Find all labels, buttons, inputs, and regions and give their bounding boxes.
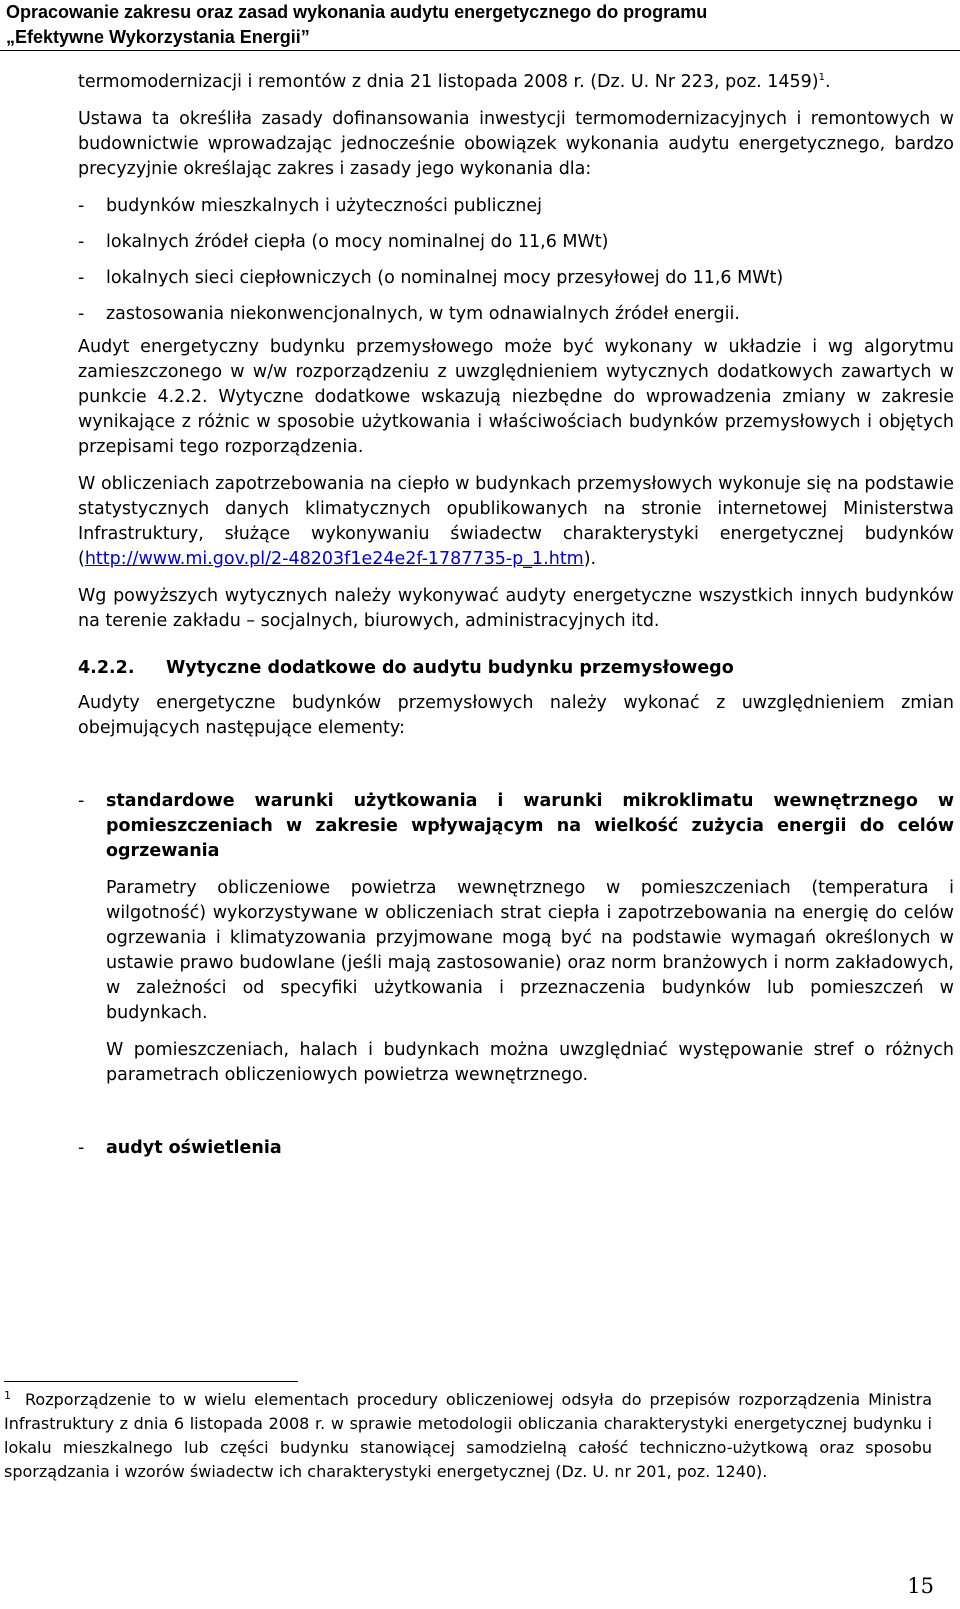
list-item: - lokalnych sieci ciepłowniczych (o nominalnej mocy przesyłowej do 11,6 MWt): [78, 266, 954, 291]
paragraph-climate-data: W obliczeniach zapotrzebowania na ciepło w budynkach przemysłowych wykonuje się na podstawie statystycznych danych klimatycznych opublikowanych na stronie internetowej Ministerstwa Infrastruktury, służące wykonywaniu świadectw charakterystyki energetycznej budynków (http://www.mi.gov.pl/2-48203f1e24e2f-1787735-p_1.htm).: [78, 474, 954, 569]
footnote-divider: [4, 1381, 298, 1382]
element-paragraph: Parametry obliczeniowe powietrza wewnętrznego w pomieszczeniach (temperatura i wilgotność) wykorzystywane w obliczeniach strat ciepła i zapotrzebowania na energię do celów ogrzewania i klimatyzowania przyjmowane mogą być na podstawie wymagań określonych w ustawie prawo budowlane (jeśli mają zastosowanie) oraz norm branżowych i norm zakładowych, w zależności od specyfiki użytkowania i przeznaczenia budynków lub pomieszczeń w budynkach.: [106, 878, 954, 1023]
list-dash: -: [78, 1138, 85, 1158]
footnote-reference[interactable]: 1: [818, 72, 826, 84]
list-dash: -: [78, 232, 85, 252]
footnote-text: Rozporządzenie to w wielu elementach procedury obliczeniowej odsyła do przepisów rozporządzenia Ministra Infrastruktury z dnia 6 listopada 2008 r. w sprawie metodologii obliczania charakterystyki energetycznej budynku i lokalu mieszkalnego lub części budynku stanowiącej samodzielną całość techniczno-użytkową oraz sposobu sporządzania i wzorów świadectw ich charakterystyki energetycznej (Dz. U. nr 201, poz. 1240).: [4, 1390, 932, 1481]
section-number: 4.2.2.: [78, 658, 135, 678]
list-dash: -: [78, 268, 85, 288]
ministry-link[interactable]: http://www.mi.gov.pl/2-48203f1e24e2f-1787735-p_1.htm: [84, 549, 584, 569]
element-title: audyt oświetlenia: [106, 1138, 282, 1158]
element-lighting-audit: [78, 1136, 954, 1161]
list-dash: -: [78, 196, 85, 216]
scope-list: [78, 194, 954, 327]
intro-paragraph: termomodernizacji i remontów z dnia 21 listopada 2008 r. (Dz. U. Nr 223, poz. 1459)$^1$.: [78, 72, 831, 92]
header-line-1: Opracowanie zakresu oraz zasad wykonania audytu energetycznego do programu: [6, 2, 708, 22]
page-number: 15: [907, 1574, 934, 1598]
element-standard-conditions: [78, 789, 954, 1088]
list-dash: -: [78, 791, 85, 811]
paragraph-industrial-audit: Audyt energetyczny budynku przemysłowego może być wykonany w układzie i wg algorytmu zamieszczonego w w/w rozporządzeniu z uwzględnieniem wytycznych dodatkowych zawartych w punkcie 4.2.2. Wytyczne dodatkowe wskazują niezbędne do wprowadzenia zmiany w zakresie wynikające z różnic w sposobie użytkowania i właściwościach budynków przemysłowych i objętych przepisami tego rozporządzenia.: [78, 337, 954, 457]
list-item: - lokalnych źródeł ciepła (o mocy nominalnej do 11,6 MWt): [78, 230, 954, 255]
footnote: [4, 1388, 932, 1484]
element-paragraph: W pomieszczeniach, halach i budynkach można uwzględniać występowanie stref o różnych parametrach obliczeniowych powietrza wewnętrznego.: [106, 1040, 954, 1085]
list-item: - zastosowania niekonwencjonalnych, w tym odnawialnych źródeł energii.: [78, 302, 954, 327]
document-body: [78, 70, 954, 1161]
page-header: [0, 0, 960, 50]
paragraph-other-buildings: Wg powyższych wytycznych należy wykonywać audyty energetyczne wszystkich innych budynków na terenie zakładu – socjalnych, biurowych, administracyjnych itd.: [78, 586, 954, 631]
paragraph-audit-elements: Audyty energetyczne budynków przemysłowych należy wykonać z uwzględnieniem zmian obejmujących następujące elementy:: [78, 693, 954, 738]
list-dash: -: [78, 304, 85, 324]
footnote-marker: 1: [4, 1388, 11, 1402]
section-heading: [78, 656, 954, 681]
section-title: Wytyczne dodatkowe do audytu budynku przemysłowego: [166, 658, 734, 678]
header-line-2: „Efektywne Wykorzystania Energii”: [6, 27, 310, 47]
element-title: standardowe warunki użytkowania i warunki mikroklimatu wewnętrznego w pomieszczeniach w zakresie wpływającym na wielkość zużycia energii do celów ogrzewania: [106, 791, 954, 861]
paragraph-act-scope: Ustawa ta określiła zasady dofinansowania inwestycji termomodernizacyjnych i remontowych w budownictwie wprowadzając jednocześnie obowiązek wykonania audytu energetycznego, bardzo precyzyjnie określając zakres i zasady jego wykonania dla:: [78, 109, 954, 179]
list-item: - budynków mieszkalnych i użyteczności publicznej: [78, 194, 954, 219]
header-divider: [0, 50, 960, 51]
